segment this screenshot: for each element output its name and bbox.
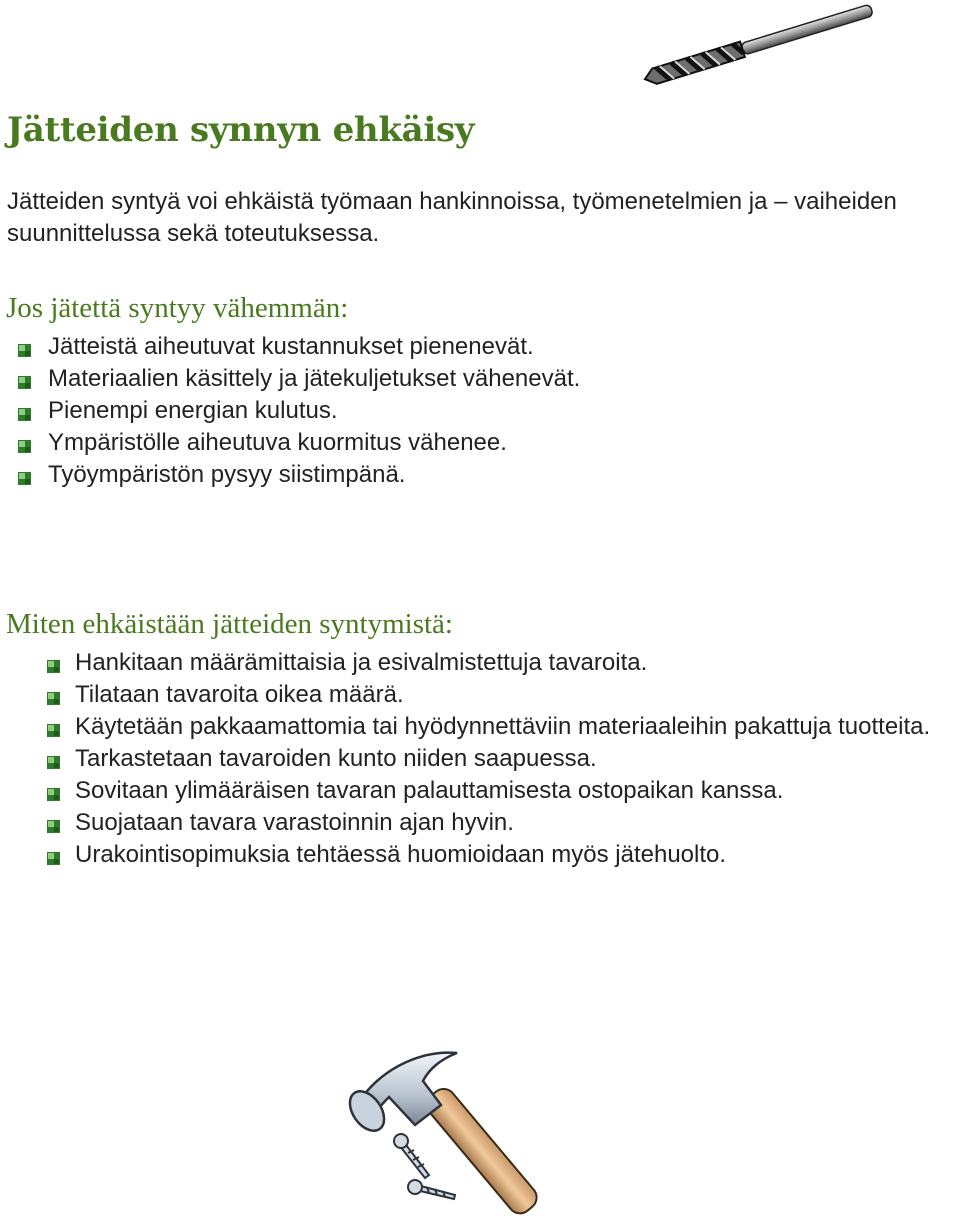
square-bullet-icon bbox=[47, 724, 60, 737]
list-item-text: Tarkastetaan tavaroiden kunto niiden saapuessa. bbox=[75, 745, 597, 772]
square-bullet-icon bbox=[47, 756, 60, 769]
list-item bbox=[45, 679, 960, 711]
square-bullet-icon bbox=[18, 440, 31, 453]
list-item-text: Hankitaan määrämittaisia ja esivalmistettuja tavaroita. bbox=[75, 649, 648, 676]
list-item-text: Suojataan tavara varastoinnin ajan hyvin. bbox=[75, 809, 514, 836]
hammer-and-screws-icon bbox=[345, 1045, 575, 1215]
page-title: Jätteiden synnyn ehkäisy bbox=[7, 110, 475, 150]
square-bullet-icon bbox=[18, 344, 31, 357]
list-item bbox=[18, 395, 918, 427]
drill-bit-icon bbox=[630, 0, 885, 85]
list-item bbox=[45, 743, 960, 775]
list-item bbox=[18, 427, 918, 459]
square-bullet-icon bbox=[47, 852, 60, 865]
square-bullet-icon bbox=[18, 376, 31, 389]
list-item-text: Ympäristölle aiheutuva kuormitus vähenee. bbox=[48, 429, 507, 456]
list-item bbox=[45, 711, 960, 743]
methods-heading: Miten ehkäistään jätteiden syntymistä: bbox=[6, 608, 453, 640]
square-bullet-icon bbox=[47, 660, 60, 673]
list-item-text: Työympäristön pysyy siistimpänä. bbox=[48, 461, 406, 488]
benefits-list bbox=[18, 331, 918, 491]
list-item bbox=[18, 363, 918, 395]
list-item bbox=[45, 647, 960, 679]
list-item-text: Urakointisopimuksia tehtäessä huomioidaan myös jätehuolto. bbox=[75, 841, 727, 868]
list-item bbox=[45, 807, 960, 839]
intro-paragraph: Jätteiden syntyä voi ehkäistä työmaan hankinnoissa, työmenetelmien ja – vaiheiden suunnittelussa sekä toteutuksessa. bbox=[7, 188, 897, 247]
list-item-text: Käytetään pakkaamattomia tai hyödynnettäviin materiaaleihin pakattuja tuotteita. bbox=[75, 713, 931, 740]
square-bullet-icon bbox=[18, 472, 31, 485]
list-item-text: Pienempi energian kulutus. bbox=[48, 397, 338, 424]
benefits-heading: Jos jätettä syntyy vähemmän: bbox=[6, 292, 349, 324]
square-bullet-icon bbox=[18, 408, 31, 421]
list-item-text: Tilataan tavaroita oikea määrä. bbox=[75, 681, 404, 708]
square-bullet-icon bbox=[47, 692, 60, 705]
list-item bbox=[18, 331, 918, 363]
list-item bbox=[18, 459, 918, 491]
list-item bbox=[45, 775, 960, 807]
list-item-text: Jätteistä aiheutuvat kustannukset pienenevät. bbox=[48, 333, 534, 360]
square-bullet-icon bbox=[47, 820, 60, 833]
list-item-text: Sovitaan ylimääräisen tavaran palauttamisesta ostopaikan kanssa. bbox=[75, 777, 784, 804]
list-item-text: Materiaalien käsittely ja jätekuljetukset vähenevät. bbox=[48, 365, 581, 392]
square-bullet-icon bbox=[47, 788, 60, 801]
methods-list bbox=[45, 647, 960, 871]
list-item bbox=[45, 839, 960, 871]
